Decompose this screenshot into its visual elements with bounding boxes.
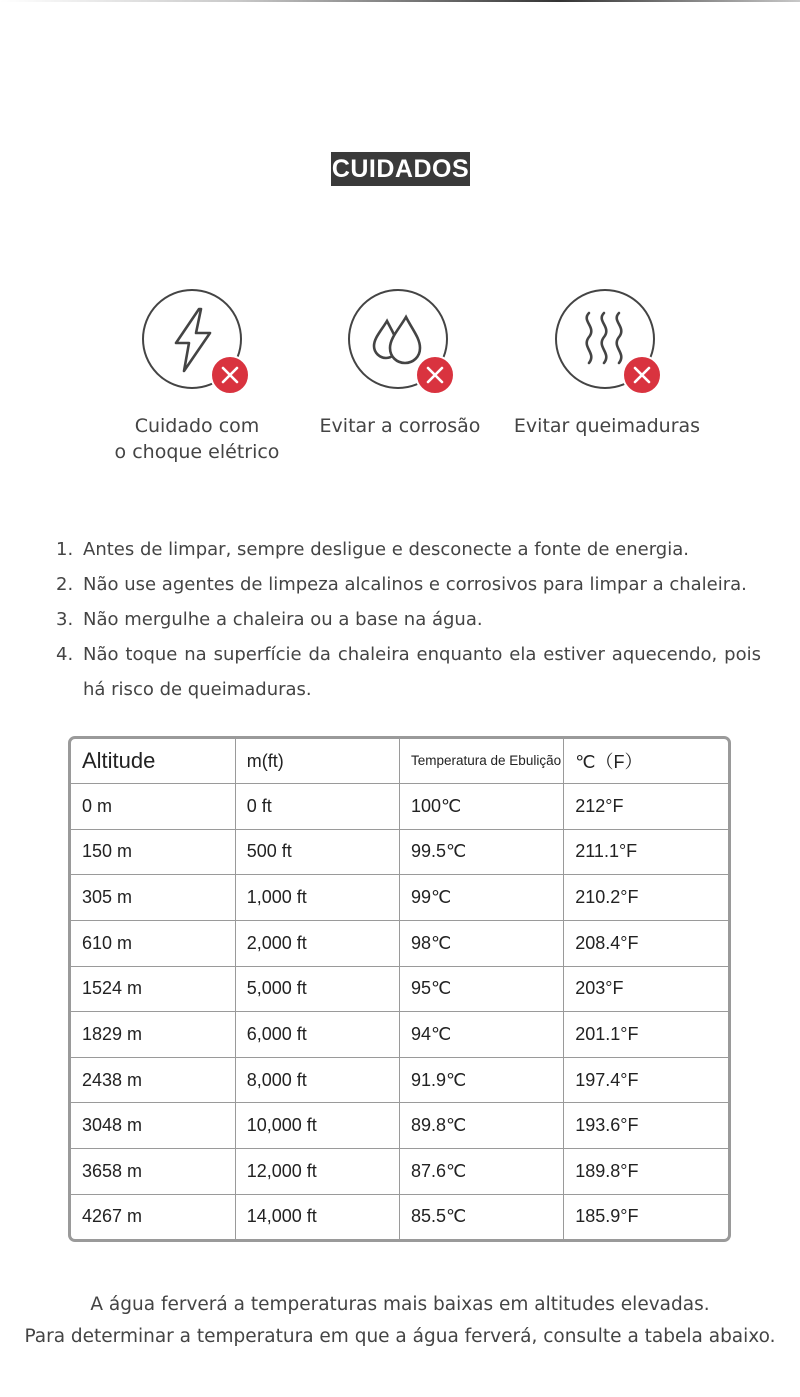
boiling-point-table-frame <box>68 736 731 1242</box>
instruction-item <box>56 532 761 567</box>
label-line: o choque elétrico <box>114 441 280 463</box>
instruction-item <box>56 637 761 707</box>
cell-boil-f: 189.8°F <box>564 1149 728 1195</box>
label-line: Evitar a corrosão <box>319 415 481 437</box>
icon-label-burns <box>497 413 717 439</box>
instruction-text: Não use agentes de limpeza alcalinos e corrosivos para limpar a chaleira. <box>83 574 747 595</box>
cell-altitude-ft: 6,000 ft <box>235 1012 399 1058</box>
cell-boil-f: 193.6°F <box>564 1103 728 1149</box>
table-row <box>71 1149 728 1195</box>
cell-boil-c: 99℃ <box>400 875 564 921</box>
footer-note <box>0 1289 800 1353</box>
cell-altitude-m: 150 m <box>71 829 235 875</box>
icon-label-electric-shock <box>87 413 307 465</box>
instruction-text: Não toque na superfície da chaleira enquanto ela estiver aquecendo, pois há risco de queimaduras. <box>83 644 761 700</box>
cell-boil-f: 210.2°F <box>564 875 728 921</box>
cell-boil-f: 203°F <box>564 966 728 1012</box>
table-row <box>71 875 728 921</box>
cell-boil-c: 89.8℃ <box>400 1103 564 1149</box>
icon-label-corrosion <box>290 413 510 439</box>
cell-boil-f: 201.1°F <box>564 1012 728 1058</box>
prohibited-icon <box>210 355 250 395</box>
cell-altitude-m: 1829 m <box>71 1012 235 1058</box>
prohibited-icon <box>415 355 455 395</box>
cell-altitude-m: 4267 m <box>71 1194 235 1239</box>
cell-altitude-ft: 500 ft <box>235 829 399 875</box>
cell-altitude-m: 3658 m <box>71 1149 235 1195</box>
cell-boil-c: 87.6℃ <box>400 1149 564 1195</box>
cell-altitude-m: 2438 m <box>71 1057 235 1103</box>
cell-boil-f: 211.1°F <box>564 829 728 875</box>
label-line: Cuidado com <box>134 415 260 437</box>
instruction-number: 4. <box>56 644 74 665</box>
cell-altitude-m: 3048 m <box>71 1103 235 1149</box>
cell-boil-f: 197.4°F <box>564 1057 728 1103</box>
instruction-number: 2. <box>56 574 74 595</box>
instruction-text: Antes de limpar, sempre desligue e desconecte a fonte de energia. <box>83 539 689 560</box>
instruction-number: 1. <box>56 539 74 560</box>
cell-boil-c: 94℃ <box>400 1012 564 1058</box>
table-row <box>71 1057 728 1103</box>
table-row <box>71 1103 728 1149</box>
table-row <box>71 1012 728 1058</box>
cell-altitude-ft: 10,000 ft <box>235 1103 399 1149</box>
cell-boil-f: 208.4°F <box>564 920 728 966</box>
cell-boil-c: 95℃ <box>400 966 564 1012</box>
cell-altitude-ft: 0 ft <box>235 784 399 830</box>
prohibited-icon <box>622 355 662 395</box>
header-boiling-temperature: Temperatura de Ebulição <box>400 739 564 784</box>
table-row <box>71 1194 728 1239</box>
header-celsius-fahrenheit: ℃（F） <box>564 739 728 784</box>
cell-boil-f: 185.9°F <box>564 1194 728 1239</box>
cell-altitude-ft: 1,000 ft <box>235 875 399 921</box>
cell-boil-c: 99.5℃ <box>400 829 564 875</box>
boiling-point-table <box>71 739 728 1239</box>
cell-altitude-ft: 12,000 ft <box>235 1149 399 1195</box>
footer-line-1: A água ferverá a temperaturas mais baixas em altitudes elevadas. <box>90 1294 710 1315</box>
cell-altitude-m: 0 m <box>71 784 235 830</box>
instruction-item <box>56 567 761 602</box>
cell-altitude-m: 305 m <box>71 875 235 921</box>
cell-altitude-ft: 2,000 ft <box>235 920 399 966</box>
cell-altitude-ft: 14,000 ft <box>235 1194 399 1239</box>
table-row <box>71 829 728 875</box>
cell-boil-c: 98℃ <box>400 920 564 966</box>
cell-boil-c: 91.9℃ <box>400 1057 564 1103</box>
header-altitude: Altitude <box>71 739 235 784</box>
table-row <box>71 966 728 1012</box>
table-header-row <box>71 739 728 784</box>
cell-boil-c: 85.5℃ <box>400 1194 564 1239</box>
cell-altitude-m: 1524 m <box>71 966 235 1012</box>
page-title: CUIDADOS <box>331 152 470 186</box>
table-row <box>71 784 728 830</box>
cell-altitude-m: 610 m <box>71 920 235 966</box>
cell-boil-f: 212°F <box>564 784 728 830</box>
instruction-text: Não mergulhe a chaleira ou a base na água. <box>83 609 483 630</box>
care-instructions-list <box>56 532 761 707</box>
header-feet: m(ft) <box>235 739 399 784</box>
footer-line-2: Para determinar a temperatura em que a água ferverá, consulte a tabela abaixo. <box>24 1326 776 1347</box>
instruction-item <box>56 602 761 637</box>
instruction-number: 3. <box>56 609 74 630</box>
cell-boil-c: 100℃ <box>400 784 564 830</box>
table-row <box>71 920 728 966</box>
label-line: Evitar queimaduras <box>513 415 701 437</box>
cell-altitude-ft: 8,000 ft <box>235 1057 399 1103</box>
cell-altitude-ft: 5,000 ft <box>235 966 399 1012</box>
top-divider <box>0 0 800 2</box>
